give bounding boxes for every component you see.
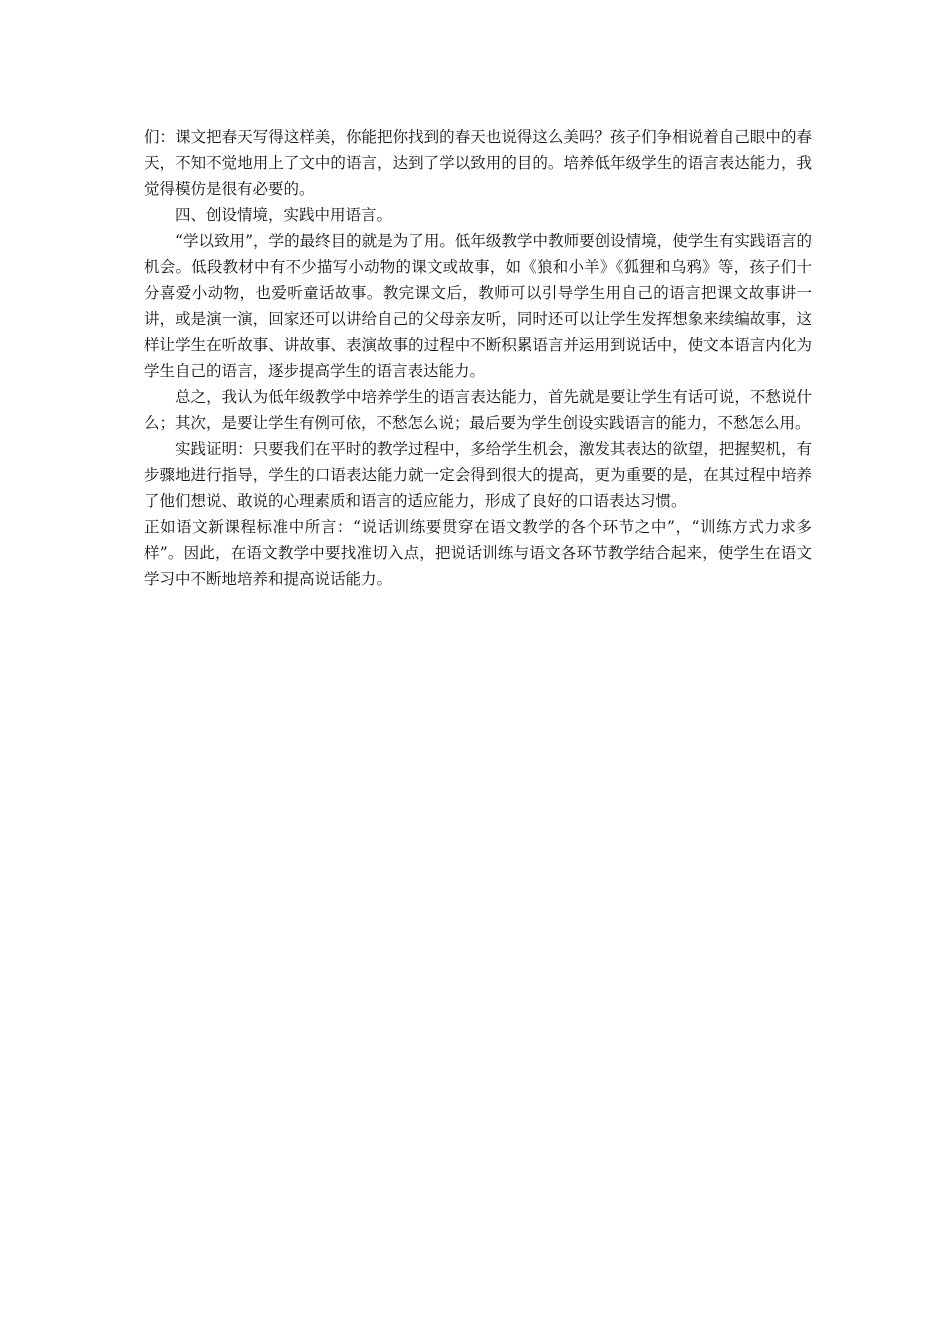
section-heading-four: 四、创设情境，实践中用语言。 [175,206,393,224]
paragraph-summary: 总之，我认为低年级教学中培养学生的语言表达能力，首先就是要让学生有话可说，不愁说什么；其次，是要让学生有例可依，不愁怎么说；最后要为学生创设实践语言的能力，不愁怎么用。 [144,388,812,432]
paragraph-continuation: 们：课文把春天写得这样美，你能把你找到的春天也说得这么美吗？孩子们争相说着自己眼中的春天，不知不觉地用上了文中的语言，达到了学以致用的目的。培养低年级学生的语言表达能力，我觉得模仿是很有必要的。 [144,128,812,198]
document-body [144,124,812,592]
paragraph-learning-to-use: “学以致用”，学的最终目的就是为了用。低年级教学中教师要创设情境，使学生有实践语言的机会。低段教材中有不少描写小动物的课文或故事，如《狼和小羊》《狐狸和乌鸦》等，孩子们十分喜爱小动物，也爱听童话故事。教完课文后，教师可以引导学生用自己的语言把课文故事讲一讲，或是演一演，回家还可以讲给自己的父母亲友听，同时还可以让学生发挥想象来续编故事，这样让学生在听故事、讲故事、表演故事的过程中不断积累语言并运用到说话中，使文本语言内化为学生自己的语言，逐步提高学生的语言表达能力。 [144,232,812,380]
paragraph-practice-proof: 实践证明：只要我们在平时的教学过程中，多给学生机会，激发其表达的欲望，把握契机，有步骤地进行指导，学生的口语表达能力就一定会得到很大的提高，更为重要的是，在其过程中培养了他们想说、敢说的心理素质和语言的适应能力，形成了良好的口语表达习惯。 [144,440,812,510]
paragraph-curriculum-standard: 正如语文新课程标准中所言：“说话训练要贯穿在语文教学的各个环节之中”，“训练方式力求多样”。因此，在语文教学中要找准切入点，把说话训练与语文各环节教学结合起来，使学生在语文学习中不断地培养和提高说话能力。 [144,518,812,588]
